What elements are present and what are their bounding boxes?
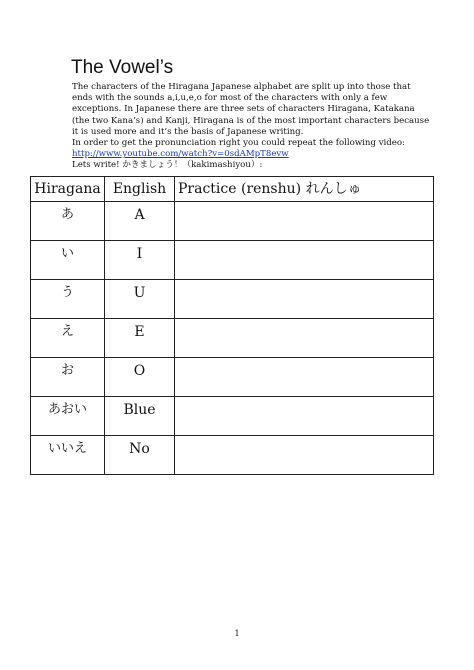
hiragana-cell: え	[31, 319, 105, 358]
practice-cell[interactable]	[175, 202, 434, 241]
english-cell: Blue	[105, 397, 175, 436]
practice-cell[interactable]	[175, 241, 434, 280]
intro-line: ends with the sounds a,i,u,e,o for most of the characters with only a few	[72, 93, 388, 104]
table-row	[31, 358, 434, 397]
table-row	[31, 436, 434, 475]
hiragana-cell: あ	[31, 202, 105, 241]
english-cell: I	[105, 241, 175, 280]
header-hiragana: Hiragana	[31, 177, 105, 202]
practice-cell[interactable]	[175, 280, 434, 319]
header-english: English	[105, 177, 175, 202]
vowel-table	[30, 176, 434, 475]
page-number: 1	[234, 629, 240, 638]
hiragana-cell: い	[31, 241, 105, 280]
practice-cell[interactable]	[175, 397, 434, 436]
english-cell: O	[105, 358, 175, 397]
table-row	[31, 280, 434, 319]
hiragana-cell: お	[31, 358, 105, 397]
hiragana-cell: いいえ	[31, 436, 105, 475]
table-row	[31, 397, 434, 436]
table-row	[31, 319, 434, 358]
table-header-row	[31, 177, 434, 202]
english-cell: No	[105, 436, 175, 475]
hiragana-cell: う	[31, 280, 105, 319]
practice-cell[interactable]	[175, 358, 434, 397]
english-cell: A	[105, 202, 175, 241]
table-row	[31, 241, 434, 280]
intro-paragraph	[72, 82, 430, 172]
practice-cell[interactable]	[175, 319, 434, 358]
intro-line: The characters of the Hiragana Japanese alphabet are split up into those that	[72, 82, 411, 92]
english-cell: U	[105, 280, 175, 319]
video-link[interactable]: http://www.youtube.com/watch?v=0sdAMpT8evw	[72, 149, 289, 160]
hiragana-cell: あおい	[31, 397, 105, 436]
lets-write-line: Lets write! かきましょう！（kakimashiyou）:	[72, 160, 263, 171]
table-row	[31, 202, 434, 241]
intro-line: exceptions. In Japanese there are three sets of characters Hiragana, Katakana	[72, 104, 415, 115]
page-title: The Vowel’s	[71, 57, 174, 78]
intro-line: it is used more and it’s the basis of Japanese writing.	[72, 126, 304, 137]
header-practice: Practice (renshu) れんしゅ	[175, 177, 434, 202]
intro-line: In order to get the pronunciation right you could repeat the following video:	[72, 138, 405, 149]
intro-line: (the two Kana’s) and Kanji, Hiragana is of the most important characters because	[72, 115, 430, 126]
practice-cell[interactable]	[175, 436, 434, 475]
english-cell: E	[105, 319, 175, 358]
